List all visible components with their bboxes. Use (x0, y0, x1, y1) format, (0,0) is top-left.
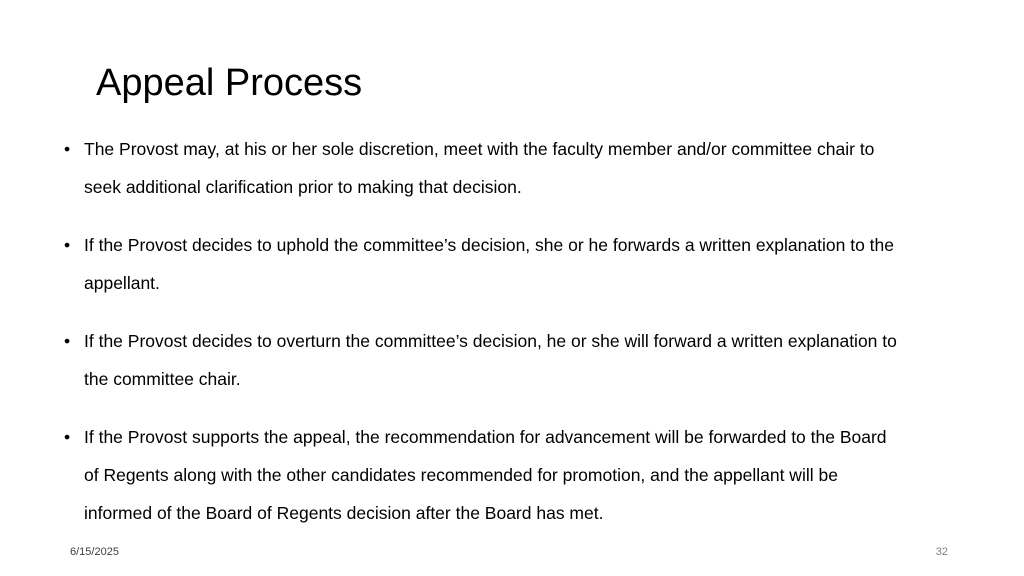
bullet-icon: • (64, 427, 71, 447)
footer-page-number: 32 (935, 546, 948, 558)
list-item (62, 418, 902, 532)
bullet-icon: • (64, 235, 71, 255)
list-item-text: If the Provost decides to uphold the committee’s decision, she or he forwards a written explanation to the appellant. (84, 235, 894, 293)
page-title: Appeal Process (96, 62, 363, 104)
bullet-icon: • (64, 139, 71, 159)
list-item (62, 130, 902, 206)
bullet-icon: • (64, 331, 71, 351)
list-item-text: If the Provost supports the appeal, the recommendation for advancement will be forwarded to the Board of Regents along with the other candidates recommended for promotion, and the appellant will be informed of the Board of Regents decision after the Board has met. (84, 427, 887, 523)
bullet-list (62, 130, 902, 532)
list-item-text: If the Provost decides to overturn the committee’s decision, he or she will forward a written explanation to the committee chair. (84, 331, 897, 389)
footer-date: 6/15/2025 (70, 546, 119, 558)
list-item-text: The Provost may, at his or her sole discretion, meet with the faculty member and/or committee chair to seek additional clarification prior to making that decision. (84, 139, 875, 197)
list-item (62, 226, 902, 302)
list-item (62, 322, 902, 398)
